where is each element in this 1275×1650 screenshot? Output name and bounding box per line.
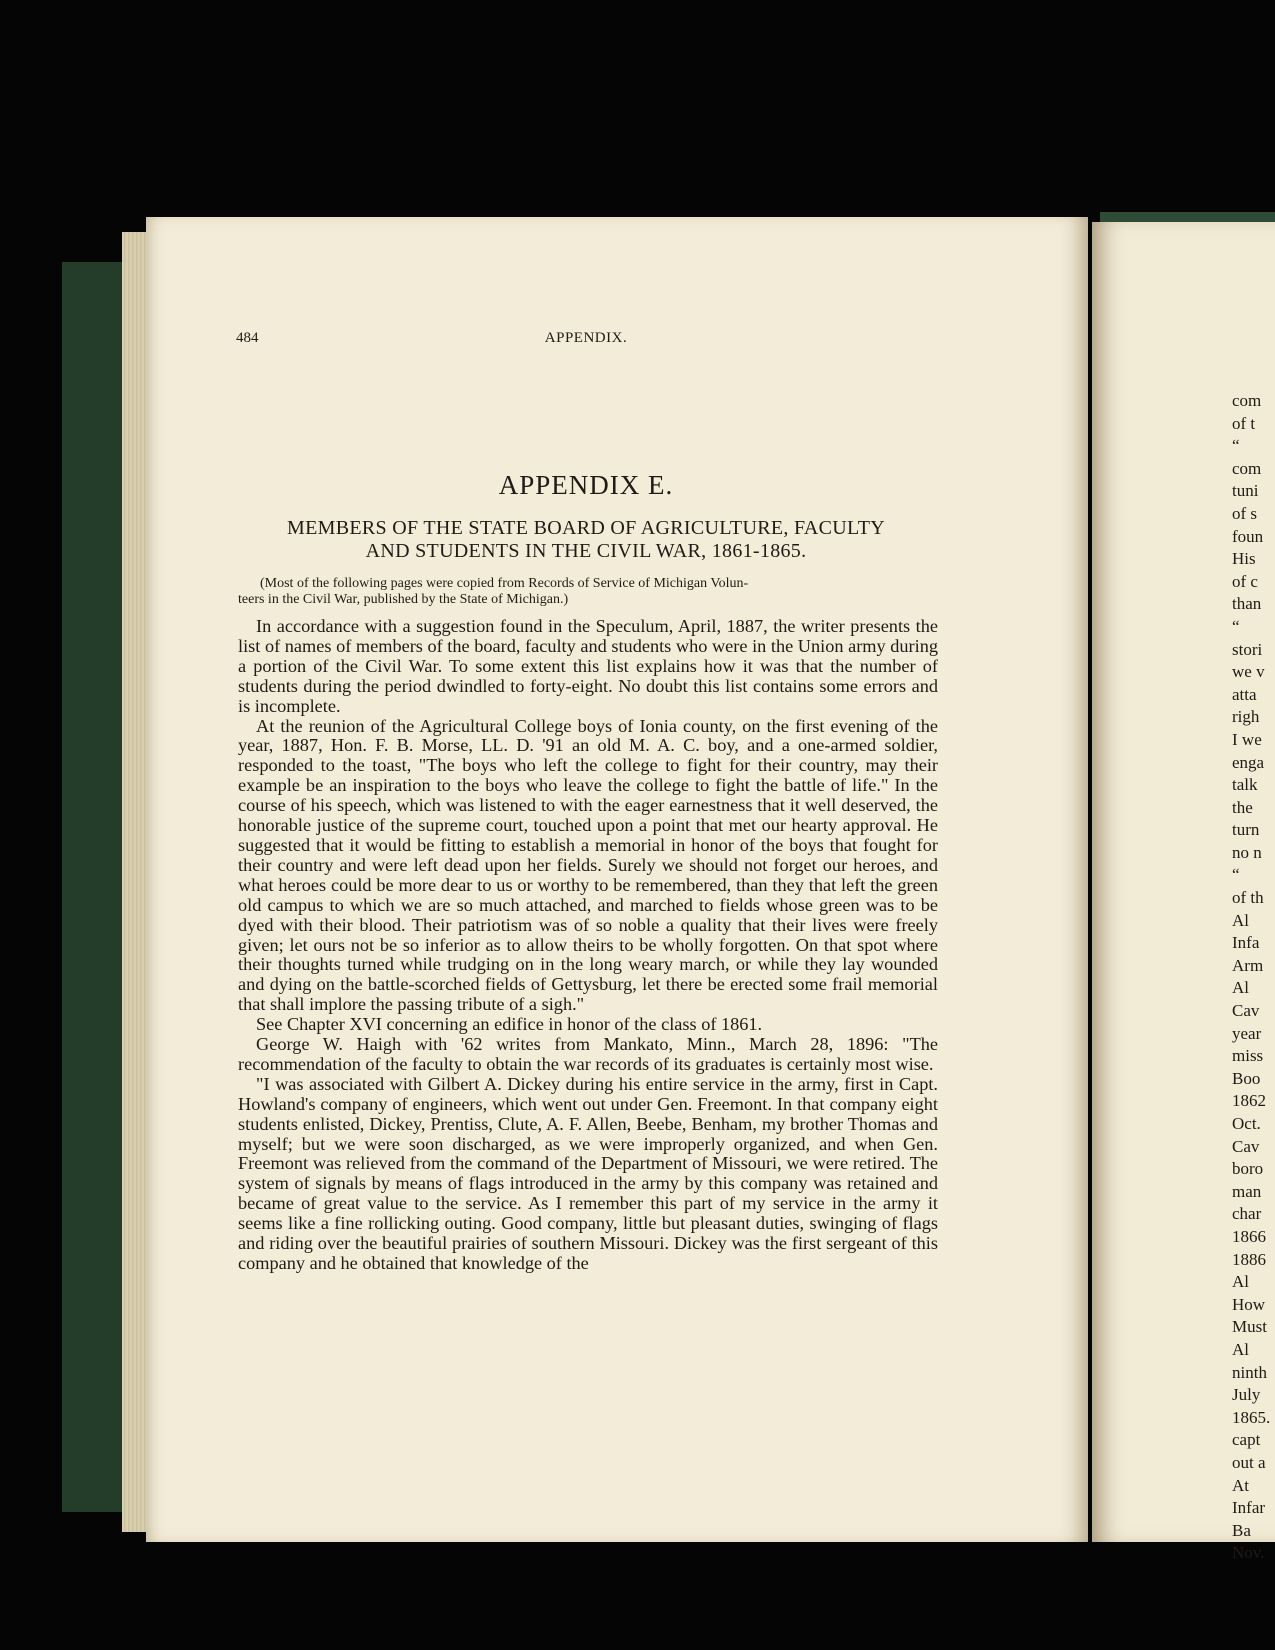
adjacent-page-fragment: 1865.: [1232, 1407, 1271, 1427]
running-title: APPENDIX.: [544, 330, 628, 346]
adjacent-page-fragment: “: [1232, 865, 1240, 885]
appendix-title: APPENDIX E.: [498, 470, 674, 500]
note-line-1: (Most of the following pages were copied from Records of Service of Michigan Volun-: [260, 576, 749, 591]
adjacent-page-fragment: foun: [1232, 526, 1264, 546]
adjacent-page-fragment: year: [1232, 1023, 1262, 1043]
adjacent-page-fragment: miss: [1232, 1046, 1264, 1066]
source-note: [238, 576, 938, 608]
adjacent-page-fragment: righ: [1232, 707, 1260, 727]
adjacent-page-fragment: ninth: [1232, 1362, 1267, 1382]
page-number: 484: [236, 330, 259, 346]
adjacent-page-fragment: turn: [1232, 820, 1260, 840]
adjacent-page-fragment: Oct.: [1232, 1114, 1261, 1133]
adjacent-page-fragment: talk: [1232, 775, 1258, 795]
paragraph: See Chapter XVI concerning an edifice in honor of the class of 1861.: [256, 1014, 763, 1035]
adjacent-page-fragment: Must: [1232, 1317, 1267, 1337]
adjacent-page-fragment: Ba: [1232, 1520, 1251, 1540]
subtitle-line-2: AND STUDENTS IN THE CIVIL WAR, 1861-1865.: [365, 540, 807, 562]
adjacent-page-fragment: Cav: [1232, 1136, 1260, 1156]
adjacent-page-fragment: His: [1232, 549, 1256, 569]
paragraph: At the reunion of the Agricultural College boys of Ionia county, on the first evening of the year, 1887, Hon. F. B. Morse, LL. D. '91 an old M. A. C. boy, and a one-armed soldier, responded to the toast, "The boys who left the college to fight for their country, may their example be an inspiration to the boys who leave the college to fight the battle of life." In the course of his speech, which was listened to with the eager earnestness that it well deserved, the honorable justice of the supreme court, touched upon a point that met our hearty approval. He suggested that it would be fitting to establish a memorial in honor of the boys that fought for their country and were left dead upon her fields. Surely we should not forget our heroes, and what heroes could be more dear to us or worthy to be remembered, than they that left the green old campus to which we are so much attached, and marched to fields whose green was to be dyed with their blood. Their patriotism was of so noble a quality that their lives were freely given; let ours not be so inferior as to allow theirs to be wholly forgotten. On that spot where their thoughts turned while trudging on in the long weary march, or while they lay wounded and dying on the battle-scorched fields of Gettysburg, let there be erected some frail memorial that shall implore the passing tribute of a sigh.": [238, 715, 938, 1015]
adjacent-page-fragment: boro: [1232, 1159, 1264, 1179]
adjacent-page-fragment: com: [1232, 458, 1262, 478]
paragraph: "I was associated with Gilbert A. Dickey during his entire service in the army, first in Capt. Howland's company of engineers, which went out under Gen. Freemont. In that company eight students enlisted, Dickey, Prentiss, Clute, A. F. Allen, Beebe, Benham, my brother Thomas and myself; but we were soon discharged, as we were improperly organized, and when Gen. Freemont was relieved from the command of the Department of Missouri, we were retired. The system of signals by means of flags introduced in the army by this company was retained and became of great value to the service. As I remember this part of my service in the army it seems like a fine rollicking outing. Good company, little but pleasant duties, swinging of flags and riding over the beautiful prairies of southern Missouri. Dickey was the first sergeant of this company and he obtained that knowledge of the: [238, 1073, 938, 1273]
adjacent-page-fragment: Infar: [1232, 1498, 1266, 1518]
section-subtitle: [236, 517, 936, 563]
adjacent-page-fragment: no n: [1232, 842, 1262, 862]
adjacent-page-fragment: of th: [1232, 888, 1264, 908]
adjacent-page-fragment: 1866: [1232, 1226, 1266, 1246]
subtitle-line-1: MEMBERS OF THE STATE BOARD OF AGRICULTURE, FACULTY: [287, 517, 885, 539]
adjacent-page-fragment: char: [1232, 1204, 1262, 1224]
adjacent-page-fragment: man: [1232, 1181, 1262, 1201]
note-line-2: teers in the Civil War, published by the State of Michigan.): [238, 592, 569, 607]
adjacent-page-fragment: 1862: [1232, 1091, 1266, 1111]
adjacent-page-text: [1232, 390, 1275, 1565]
adjacent-page-fragment: Cav: [1232, 1001, 1260, 1021]
adjacent-page-fragment: Al: [1232, 1339, 1249, 1359]
adjacent-page-fragment: tuni: [1232, 481, 1259, 501]
adjacent-page-fragment: How: [1232, 1294, 1266, 1314]
adjacent-page-fragment: com: [1232, 391, 1262, 410]
adjacent-page-fragment: capt: [1232, 1430, 1261, 1450]
adjacent-page-fragment: “: [1232, 436, 1240, 456]
adjacent-page-fragment: July: [1232, 1385, 1261, 1405]
adjacent-page-fragment: out a: [1232, 1452, 1266, 1472]
adjacent-page-fragment: Arm: [1232, 955, 1264, 975]
adjacent-page-fragment: than: [1232, 594, 1262, 614]
paragraph: George W. Haigh with '62 writes from Mankato, Minn., March 28, 1896: "The recommendation of the faculty to obtain the war records of its graduates is certainly most wise.: [238, 1034, 938, 1074]
adjacent-page-fragment: 1886: [1232, 1249, 1266, 1269]
adjacent-page-fragment: “: [1232, 616, 1240, 636]
body-text: [238, 617, 938, 1274]
adjacent-page-fragment: the: [1232, 797, 1253, 817]
adjacent-page-fragment: enga: [1232, 752, 1265, 772]
adjacent-page-fragment: Infa: [1232, 933, 1260, 953]
adjacent-page-fragment: Al: [1232, 910, 1249, 930]
adjacent-page-fragment: I we: [1232, 729, 1262, 749]
adjacent-page-fragment: Al: [1232, 1272, 1249, 1292]
adjacent-page-fragment: of t: [1232, 413, 1256, 433]
adjacent-page-fragment: Al: [1232, 978, 1249, 998]
adjacent-page-fragment: Boo: [1232, 1068, 1261, 1088]
adjacent-page-fragment: of s: [1232, 503, 1258, 523]
adjacent-page-fragment: we v: [1232, 662, 1265, 682]
adjacent-page-fragment: Nov.: [1232, 1543, 1265, 1563]
adjacent-page-fragment: of c: [1232, 571, 1258, 591]
paragraph: In accordance with a suggestion found in the Speculum, April, 1887, the writer presents the list of names of members of the board, faculty and students who were in the Union army during a portion of the Civil War. To some extent this list explains how it was that the number of students during the period dwindled to forty-eight. No doubt this list contains some errors and is incomplete.: [238, 616, 938, 716]
adjacent-page-fragment: stori: [1232, 639, 1263, 659]
adjacent-page-fragment: At: [1232, 1475, 1249, 1495]
adjacent-page-fragment: atta: [1232, 684, 1257, 704]
